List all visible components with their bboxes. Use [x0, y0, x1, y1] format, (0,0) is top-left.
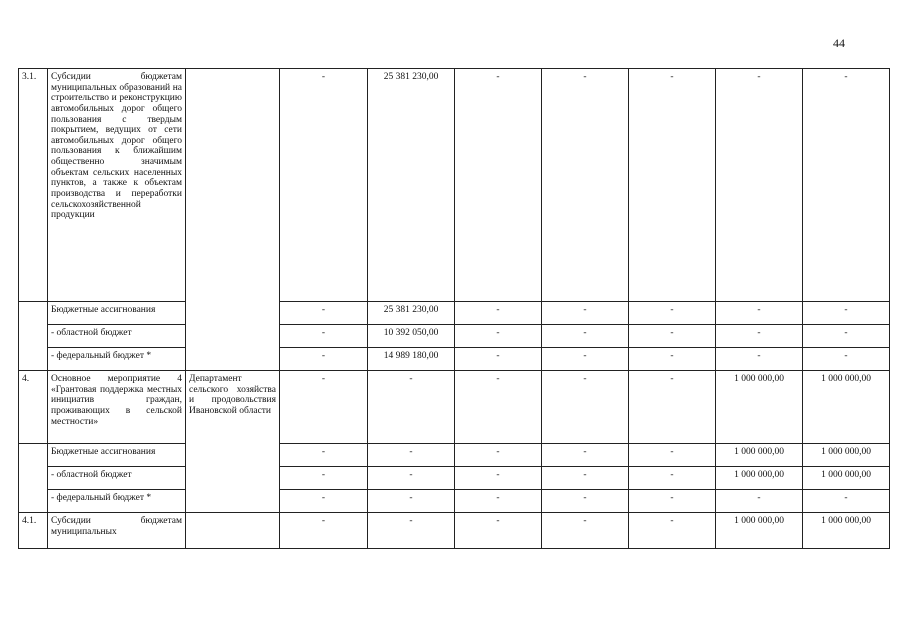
responsible-executor-cell: Департамент сельского хозяйства и продовольствия Ивановской области — [186, 371, 280, 513]
table-row — [19, 513, 890, 549]
value-cell: - — [280, 490, 368, 513]
row-description: Субсидии бюджетам муниципальных — [48, 513, 186, 549]
value-cell: - — [368, 371, 455, 444]
value-cell: - — [280, 69, 368, 302]
value-cell: - — [716, 69, 803, 302]
value-cell: - — [280, 325, 368, 348]
value-cell: - — [716, 302, 803, 325]
value-cell: - — [629, 348, 716, 371]
row-label: - областной бюджет — [48, 467, 186, 490]
value-cell: 1 000 000,00 — [716, 513, 803, 549]
value-cell: - — [280, 467, 368, 490]
value-cell: 1 000 000,00 — [803, 444, 890, 467]
value-cell: - — [803, 302, 890, 325]
value-cell: 1 000 000,00 — [716, 467, 803, 490]
value-cell: 14 989 180,00 — [368, 348, 455, 371]
value-cell: - — [542, 348, 629, 371]
value-cell: - — [280, 513, 368, 549]
value-cell: - — [368, 467, 455, 490]
value-cell: 25 381 230,00 — [368, 302, 455, 325]
value-cell: - — [803, 490, 890, 513]
value-cell: - — [368, 444, 455, 467]
value-cell: - — [629, 444, 716, 467]
value-cell: - — [455, 371, 542, 444]
row-description: Основное мероприятие 4 «Грантовая поддержка местных инициатив граждан, проживающих в сельской местности» — [48, 371, 186, 444]
value-cell: 1 000 000,00 — [803, 371, 890, 444]
value-cell: - — [455, 490, 542, 513]
value-cell: - — [629, 490, 716, 513]
table-row — [19, 325, 890, 348]
value-cell: - — [542, 444, 629, 467]
row-description: Субсидии бюджетам муниципальных образований на строительство и реконструкцию автомобильных дорог общего пользования с твердым покрытием, ведущих от сети автомобильных дорог общего пользования к ближайшим общественно значимым объектам сельских населенных пунктов, а также к объектам производства и переработки сельскохозяйственной продукции — [48, 69, 186, 302]
value-cell: - — [716, 325, 803, 348]
value-cell: - — [542, 325, 629, 348]
value-cell: - — [368, 490, 455, 513]
value-cell: 1 000 000,00 — [716, 444, 803, 467]
value-cell: - — [629, 69, 716, 302]
value-cell: - — [455, 348, 542, 371]
value-cell: - — [455, 444, 542, 467]
responsible-executor-cell — [186, 69, 280, 371]
value-cell: 1 000 000,00 — [716, 371, 803, 444]
value-cell: - — [716, 490, 803, 513]
table-row — [19, 490, 890, 513]
table-row — [19, 371, 890, 444]
value-cell: - — [455, 325, 542, 348]
value-cell: - — [803, 325, 890, 348]
table-row — [19, 69, 890, 302]
value-cell: - — [455, 302, 542, 325]
table-row — [19, 467, 890, 490]
budget-table — [18, 68, 890, 549]
value-cell: - — [280, 371, 368, 444]
value-cell: - — [716, 348, 803, 371]
value-cell: - — [280, 348, 368, 371]
row-label: Бюджетные ассигнования — [48, 302, 186, 325]
responsible-executor-cell — [186, 513, 280, 549]
row-label: Бюджетные ассигнования — [48, 444, 186, 467]
row-label: - федеральный бюджет * — [48, 348, 186, 371]
value-cell: - — [455, 513, 542, 549]
row-number: 4.1. — [19, 513, 48, 549]
value-cell: - — [280, 444, 368, 467]
value-cell: 10 392 050,00 — [368, 325, 455, 348]
value-cell: 1 000 000,00 — [803, 513, 890, 549]
table-row — [19, 444, 890, 467]
value-cell: - — [455, 467, 542, 490]
table-row — [19, 348, 890, 371]
value-cell: - — [368, 513, 455, 549]
row-number-empty — [19, 444, 48, 513]
row-number: 4. — [19, 371, 48, 444]
value-cell: - — [629, 513, 716, 549]
value-cell: - — [629, 325, 716, 348]
value-cell: - — [542, 513, 629, 549]
value-cell: - — [280, 302, 368, 325]
row-number: 3.1. — [19, 69, 48, 302]
value-cell: - — [455, 69, 542, 302]
row-label: - областной бюджет — [48, 325, 186, 348]
table-row — [19, 302, 890, 325]
value-cell: - — [542, 69, 629, 302]
page-number: 44 — [833, 36, 845, 50]
value-cell: - — [803, 69, 890, 302]
row-number-empty — [19, 302, 48, 371]
value-cell: - — [629, 371, 716, 444]
value-cell: - — [542, 302, 629, 325]
value-cell: - — [629, 302, 716, 325]
value-cell: - — [542, 467, 629, 490]
value-cell: - — [542, 371, 629, 444]
value-cell: 1 000 000,00 — [803, 467, 890, 490]
row-label: - федеральный бюджет * — [48, 490, 186, 513]
value-cell: 25 381 230,00 — [368, 69, 455, 302]
value-cell: - — [629, 467, 716, 490]
value-cell: - — [542, 490, 629, 513]
value-cell: - — [803, 348, 890, 371]
